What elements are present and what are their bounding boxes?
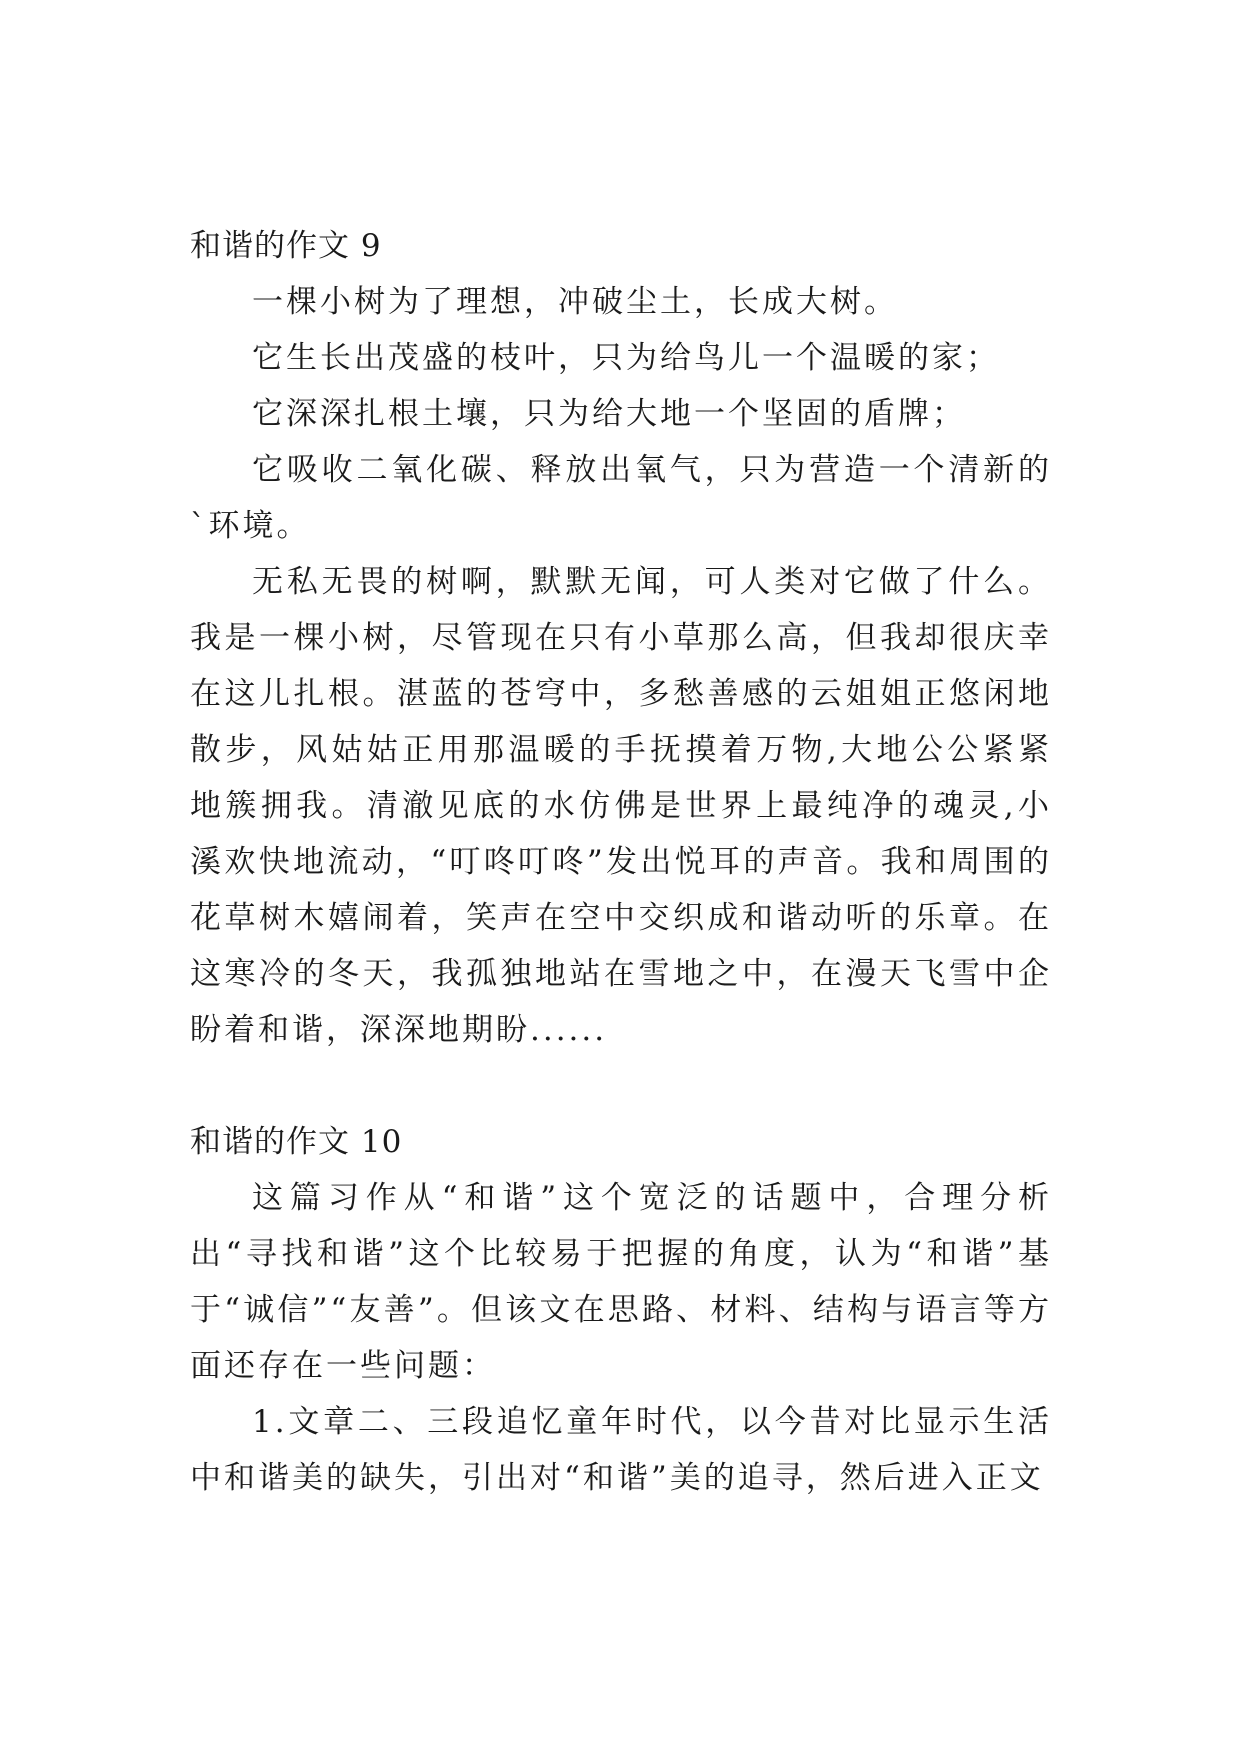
paragraph: 无私无畏的树啊，默默无闻，可人类对它做了什么。我是一棵小树，尽管现在只有小草那么高，但我却很庆幸在这儿扎根。湛蓝的苍穹中，多愁善感的云姐姐正悠闲地散步，风姑姑正用那温暖的手抚摸着万物,大地公公紧紧地簇拥我。清澈见底的水仿佛是世界上最纯净的魂灵,小溪欢快地流动，“叮咚叮咚”发出悦耳的声音。我和周围的花草树木嬉闹着，笑声在空中交织成和谐动听的乐章。在这寒冷的冬天，我孤独地站在雪地之中，在漫天飞雪中企盼着和谐，深深地期盼......	[190, 564, 1052, 1048]
section-spacer	[190, 1058, 1052, 1114]
section-heading-10: 和谐的作文 10	[190, 1124, 403, 1160]
paragraph: 一棵小树为了理想，冲破尘土，长成大树。	[252, 284, 898, 320]
paragraph: 它深深扎根土壤，只为给大地一个坚固的盾牌；	[252, 396, 966, 432]
paragraph: 这篇习作从“和谐”这个宽泛的话题中，合理分析出“寻找和谐”这个比较易于把握的角度，认为“和谐”基于“诚信”“友善”。但该文在思路、材料、结构与语言等方面还存在一些问题：	[190, 1180, 1052, 1384]
section-heading-9: 和谐的作文 9	[190, 228, 382, 264]
paragraph: 它吸收二氧化碳、释放出氧气，只为营造一个清新的`环境。	[190, 452, 1052, 544]
paragraph: 它生长出茂盛的枝叶，只为给鸟儿一个温暖的家；	[252, 340, 1000, 376]
document-page	[190, 218, 1052, 1506]
paragraph: 1.文章二、三段追忆童年时代，以今昔对比显示生活中和谐美的缺失，引出对“和谐”美的追寻，然后进入正文	[190, 1404, 1052, 1496]
